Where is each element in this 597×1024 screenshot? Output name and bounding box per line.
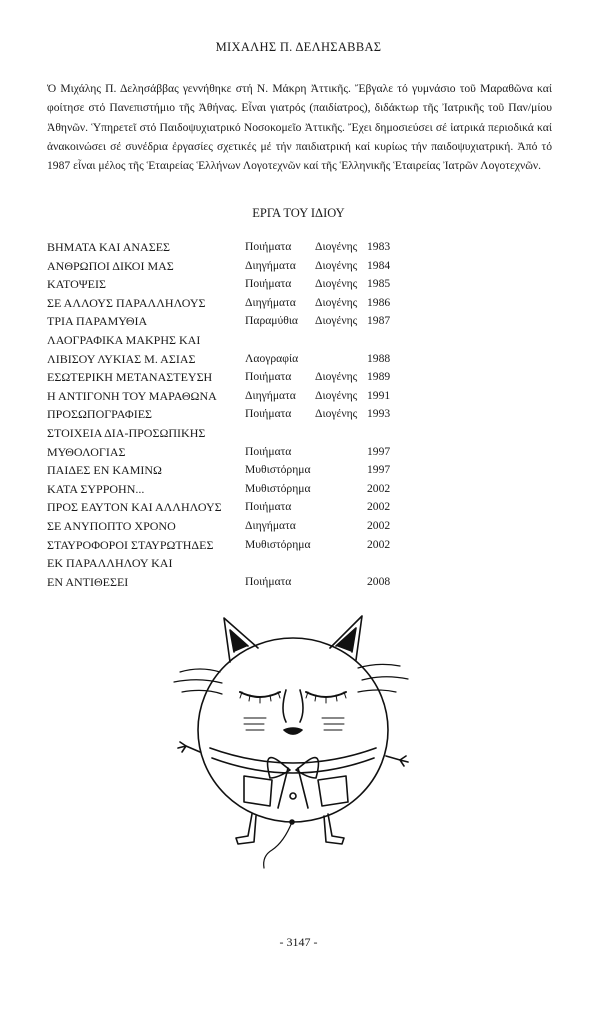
work-genre: Ποιήματα	[245, 370, 292, 384]
work-title: ΠΡΟΣΩΠΟΓΡΑΦΙΕΣ	[47, 407, 153, 422]
work-genre: Διηγήματα	[245, 295, 296, 309]
work-year: 1988	[367, 351, 391, 365]
work-genre: Μυθιστόρημα	[245, 481, 311, 495]
work-genre: Μυθιστόρημα	[245, 537, 311, 551]
cat-illustration	[160, 600, 420, 870]
work-row	[47, 498, 407, 517]
work-year: 2002	[367, 537, 391, 551]
work-title: ΛΑΟΓΡΑΦΙΚΑ ΜΑΚΡΗΣ ΚΑΙ	[47, 332, 201, 347]
work-title: ΛΙΒΙΣΟΥ ΛΥΚΙΑΣ Μ. ΑΣΙΑΣ	[47, 351, 196, 366]
work-title: ΣΕ ΑΝΥΠΟΠΤΟ ΧΡΟΝΟ	[47, 518, 176, 533]
work-publisher: Διογένης	[315, 277, 358, 291]
work-year: 2002	[367, 518, 391, 532]
work-publisher: Διογένης	[315, 370, 358, 384]
work-genre: Ποιήματα	[245, 500, 292, 514]
works-list	[47, 238, 407, 591]
work-row	[47, 312, 407, 331]
work-year: 1987	[367, 314, 391, 328]
work-year: 2008	[367, 574, 391, 588]
work-publisher: Διογένης	[315, 295, 358, 309]
work-title: ΠΑΙΔΕΣ ΕΝ ΚΑΜΙΝΩ	[47, 463, 162, 478]
work-title: ΕΚ ΠΑΡΑΛΛΗΛΟΥ ΚΑΙ	[47, 556, 173, 571]
work-row	[47, 257, 407, 276]
work-genre: Ποιήματα	[245, 407, 292, 421]
work-year: 2002	[367, 500, 391, 514]
work-title: ΚΑΤΟΨΕΙΣ	[47, 277, 106, 292]
work-row	[47, 517, 407, 536]
work-year: 1997	[367, 444, 391, 458]
work-row	[47, 350, 407, 369]
works-heading: ΕΡΓΑ ΤΟΥ ΙΔΙΟΥ	[252, 206, 345, 220]
work-row	[47, 424, 407, 443]
work-row	[47, 238, 407, 257]
work-title: ΒΗΜΑΤΑ ΚΑΙ ΑΝΑΣΕΣ	[47, 240, 171, 254]
work-genre: Ποιήματα	[245, 277, 292, 291]
work-title: ΜΥΘΟΛΟΓΙΑΣ	[47, 444, 126, 459]
work-row	[47, 368, 407, 387]
work-row	[47, 480, 407, 499]
work-publisher: Διογένης	[315, 314, 358, 328]
work-title: Η ΑΝΤΙΓΟΝΗ ΤΟΥ ΜΑΡΑΘΩΝΑ	[47, 388, 217, 403]
work-title: ΣΕ ΑΛΛΟΥΣ ΠΑΡΑΛΛΗΛΟΥΣ	[47, 295, 206, 310]
work-title: ΚΑΤΑ ΣΥΡΡΟΗΝ...	[47, 481, 145, 496]
work-genre: Διηγήματα	[245, 388, 296, 402]
work-publisher: Διογένης	[315, 407, 358, 421]
work-year: 2002	[367, 481, 391, 495]
work-year: 1989	[367, 370, 391, 384]
work-title: ΣΤΑΥΡΟΦΟΡΟΙ ΣΤΑΥΡΩΤΗΔΕΣ	[47, 537, 214, 552]
biography-paragraph: Ὁ Μιχάλης Π. Δελησάββας γεννήθηκε στή Ν. Μάκρη Ἀττικῆς. Ἔβγαλε τό γυμνάσιο τοῦ Μαραθῶνα καί φοίτησε στό Πανεπιστήμιο τῆς Ἀθήνας. Εἶναι γιατρός (παιδίατρος), διδάκτωρ τῆς Ἰατρικῆς τοῦ Παν/μίου Ἀθηνῶν. Ὑπηρετεῖ στό Παιδοψυχιατρικό Νοσοκομεῖο Ἀττικῆς. Ἔχει δημοσιεύσει σέ ἰατρικά περιοδικά καί ἀνακοινώσει σέ συνέδρια ἐργασίες σχετικές μέ τήν παιδιατρική καί κυρίως τήν παιδοψυχιατρική. Ἀπό τό 1987 εἶναι μέλος τῆς Ἑταιρείας Ἑλλήνων Λογοτεχνῶν καί τῆς Ἑλληνικῆς Ἑταιρείας Ἰατρῶν Λογοτεχνῶν.	[47, 82, 552, 173]
work-row	[47, 573, 407, 592]
work-year: 1983	[367, 240, 391, 253]
work-row	[47, 443, 407, 462]
work-row	[47, 405, 407, 424]
work-genre: Λαογραφία	[245, 351, 299, 365]
work-publisher: Διογένης	[315, 388, 358, 402]
work-genre: Ποιήματα	[245, 444, 292, 458]
work-row	[47, 294, 407, 313]
work-genre: Ποιήματα	[245, 240, 292, 253]
work-year: 1991	[367, 388, 391, 402]
work-genre: Διηγήματα	[245, 258, 296, 272]
work-title: ΕΝ ΑΝΤΙΘΕΣΕΙ	[47, 574, 129, 589]
author-heading: ΜΙΧΑΛΗΣ Π. ΔΕΛΗΣΑΒΒΑΣ	[215, 40, 382, 54]
work-publisher: Διογένης	[315, 240, 358, 253]
work-title: ΠΡΟΣ ΕΑΥΤΟΝ ΚΑΙ ΑΛΛΗΛΟΥΣ	[47, 500, 222, 515]
work-title: ΕΣΩΤΕΡΙΚΗ ΜΕΤΑΝΑΣΤΕΥΣΗ	[47, 370, 213, 385]
page-number: - 3147 -	[279, 935, 318, 949]
work-title: ΤΡΙΑ ΠΑΡΑΜΥΘΙΑ	[47, 314, 148, 329]
work-row	[47, 275, 407, 294]
work-row	[47, 331, 407, 350]
work-title: ΑΝΘΡΩΠΟΙ ΔΙΚΟΙ ΜΑΣ	[47, 258, 174, 273]
work-publisher: Διογένης	[315, 258, 358, 272]
work-year: 1984	[367, 258, 391, 272]
work-genre: Μυθιστόρημα	[245, 463, 311, 477]
work-title: ΣΤΟΙΧΕΙΑ ΔΙΑ-ΠΡΟΣΩΠΙΚΗΣ	[47, 425, 206, 440]
work-year: 1986	[367, 295, 391, 309]
work-row	[47, 554, 407, 573]
work-row	[47, 536, 407, 555]
work-year: 1993	[367, 407, 391, 421]
work-genre: Ποιήματα	[245, 574, 292, 588]
work-year: 1997	[367, 463, 391, 477]
work-row	[47, 387, 407, 406]
work-year: 1985	[367, 277, 391, 291]
work-genre: Διηγήματα	[245, 518, 296, 532]
work-row	[47, 461, 407, 480]
work-genre: Παραμύθια	[245, 314, 299, 328]
